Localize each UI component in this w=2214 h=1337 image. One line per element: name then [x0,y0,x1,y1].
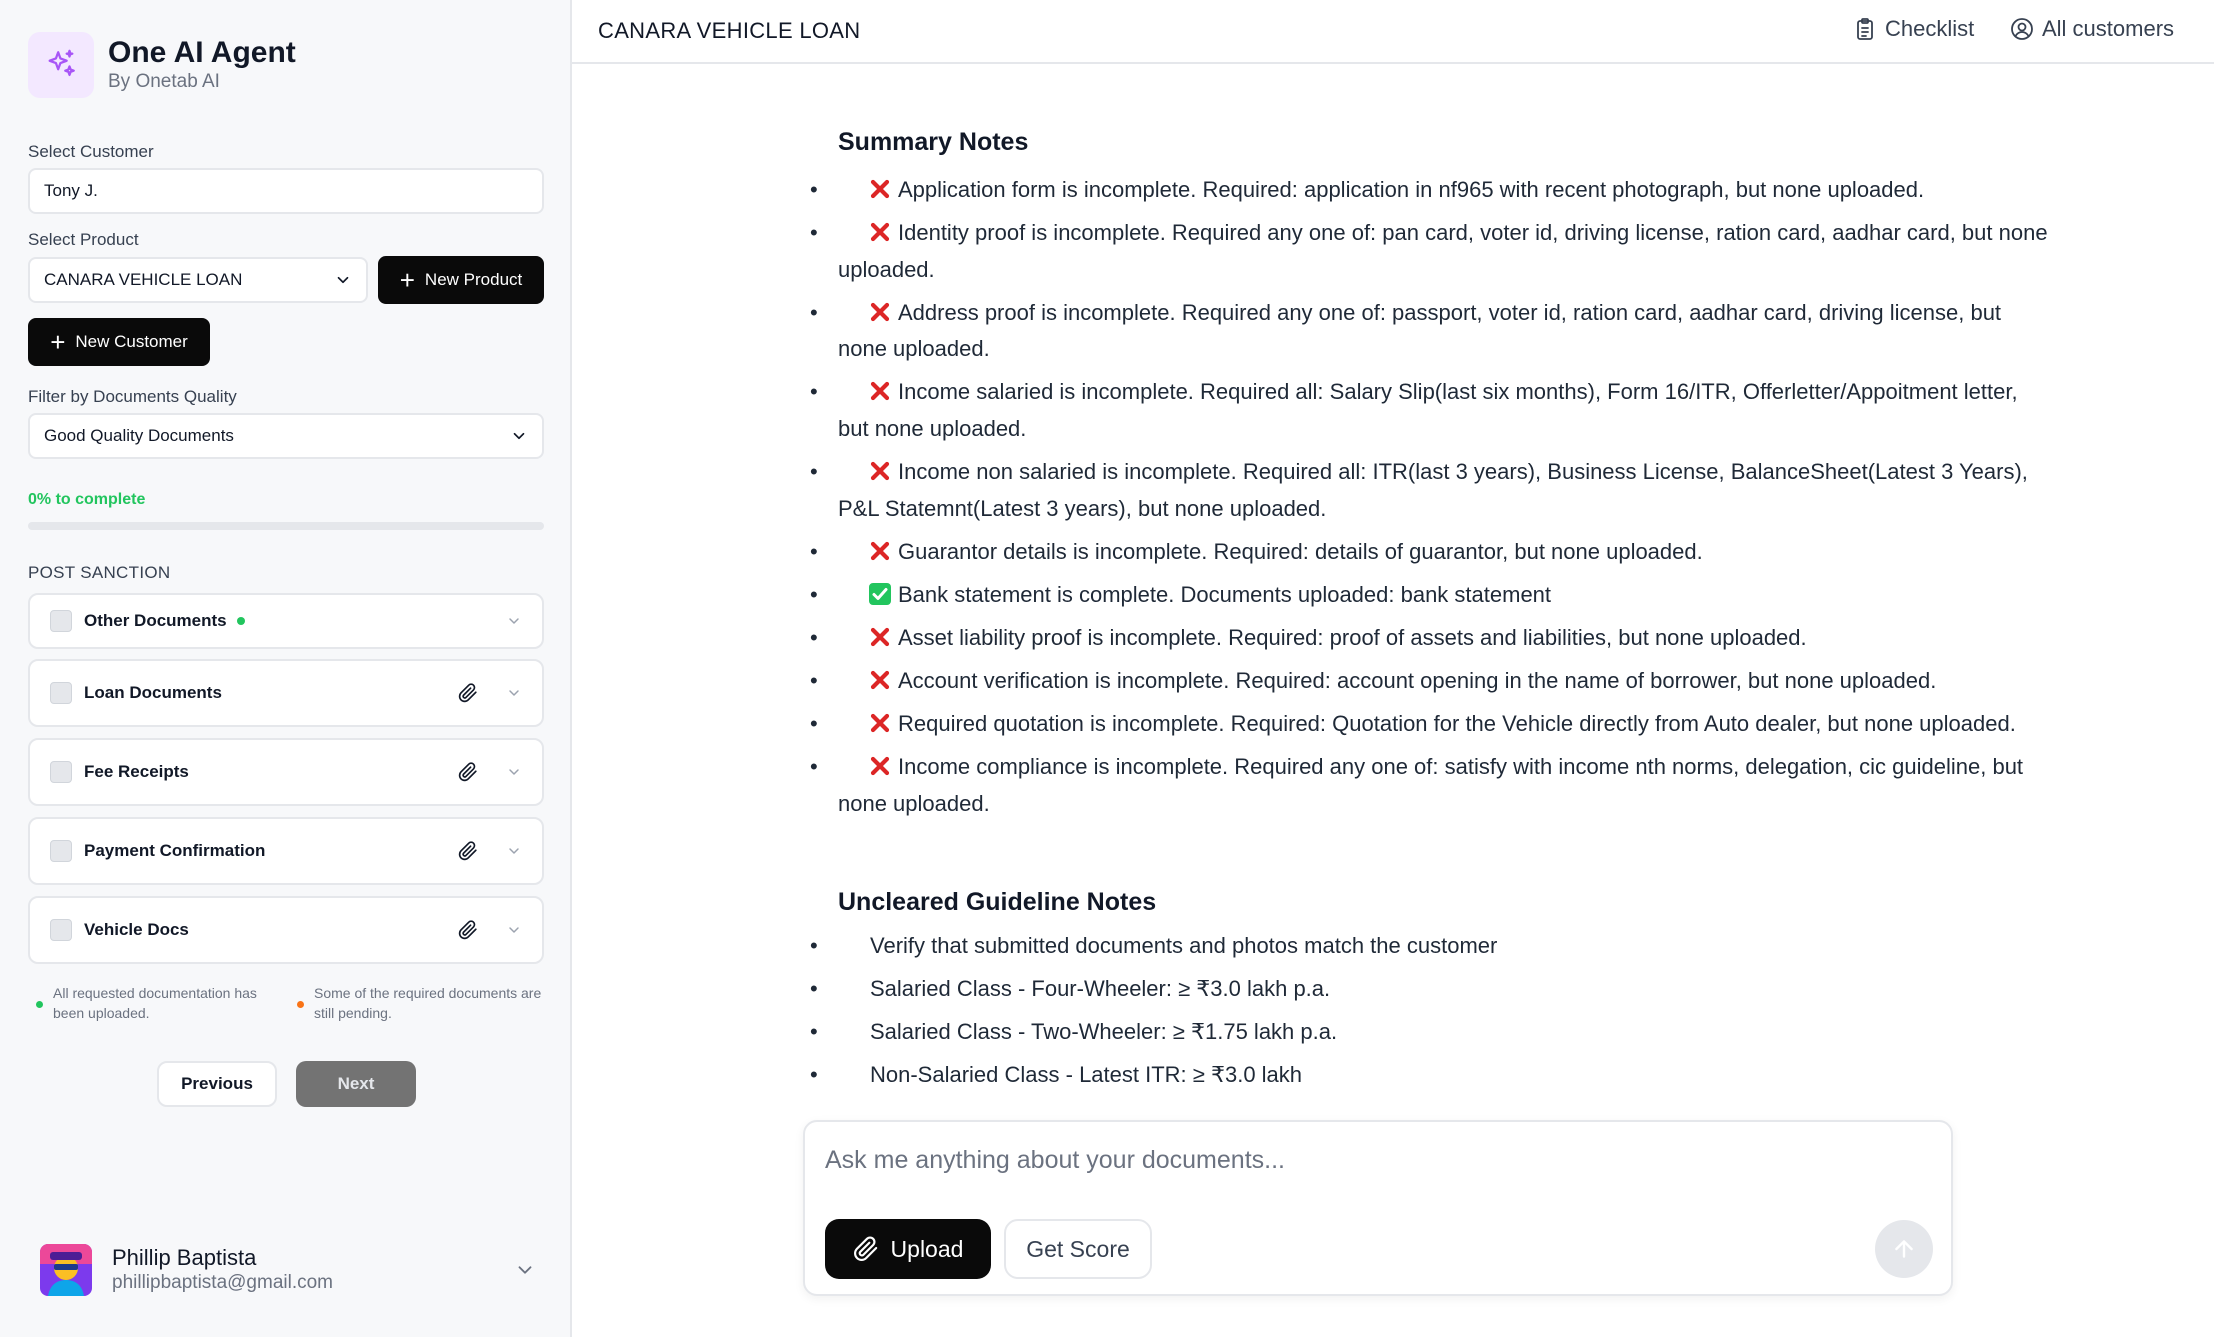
customer-input[interactable] [28,168,544,214]
legend-pending-text: Some of the required documents are still pending. [314,985,542,1021]
cross-icon [868,458,892,482]
chevron-down-icon[interactable] [506,922,522,938]
summary-note-text: Income compliance is incomplete. Required any one of: satisfy with income nth norms, delegation, cic guideline, but none uploaded. [838,754,2024,816]
sidebar [0,0,572,1337]
user-name: Phillip Baptista [112,1245,257,1270]
checkbox[interactable] [50,682,72,704]
progress-bar [28,522,544,530]
filter-value: Good Quality Documents [44,426,234,445]
next-button[interactable]: Next [296,1061,416,1107]
app-title: One AI Agent [108,36,296,69]
new-product-button[interactable] [378,256,544,304]
checklist-item-loan-documents[interactable] [28,659,544,727]
green-dot [36,1001,43,1008]
legend-complete-text: All requested documentation has been uploaded. [53,985,257,1021]
product-select[interactable] [28,257,368,303]
summary-note-text: Application form is incomplete. Required: application in nf965 with recent photograph, but none uploaded. [898,177,1925,202]
cross-icon [868,299,892,323]
summary-note-item [812,374,2052,447]
summary-note-text: Bank statement is complete. Documents uploaded: bank statement [898,581,1552,607]
checklist-item-label: Loan Documents [84,683,222,702]
summary-note-text: Identity proof is incomplete. Required any one of: pan card, voter id, driving license, ration card, aadhar card, but none uploaded. [838,220,2048,282]
guideline-note-text: Non-Salaried Class - Latest ITR: ≥ ₹3.0 lakh [870,1062,1303,1088]
chevron-down-icon [334,271,352,289]
previous-button[interactable]: Previous [157,1061,277,1107]
chevron-down-icon[interactable] [506,764,522,780]
summary-note-item [812,749,2052,822]
summary-note-item [812,215,2052,288]
checklist-item-label: Fee Receipts [84,762,189,781]
guideline-note-text: Salaried Class - Four-Wheeler: ≥ ₹3.0 lakh p.a. [870,976,1331,1002]
checklist-label: Checklist [1885,16,1975,41]
user-email: phillipbaptista@gmail.com [112,1272,333,1293]
summary-note-text: Account verification is incomplete. Required: account opening in the name of borrower, but none uploaded. [898,668,1937,694]
checkbox[interactable] [50,919,72,941]
summary-note-item [812,454,2052,527]
chevron-down-icon[interactable] [506,843,522,859]
checklist-item-payment-confirmation[interactable] [28,817,544,885]
section-label: POST SANCTION [28,563,171,582]
guideline-note-item [812,1057,2052,1094]
chevron-down-icon[interactable] [506,685,522,701]
upload-button[interactable] [825,1219,991,1279]
avatar [40,1244,92,1296]
status-dot [237,617,245,625]
checkbox[interactable] [50,610,72,632]
guideline-note-text: Verify that submitted documents and photos match the customer [870,933,1498,958]
guideline-note-item [812,1014,2052,1051]
legend-pending [297,983,547,1023]
chevron-down-icon[interactable] [514,1259,536,1281]
summary-note-item [812,663,2052,700]
summary-note-text: Income salaried is incomplete. Required all: Salary Slip(last six months), Form 16/ITR, Offerletter/Appoitment letter, but none uploaded. [838,379,2018,442]
guideline-note-item [812,928,2052,965]
all-customers-label: All customers [2042,16,2175,41]
paperclip-icon[interactable] [458,919,478,941]
all-customers-button[interactable] [2010,16,2174,42]
summary-note-item [812,172,2052,209]
upload-label: Upload [890,1235,964,1262]
product-label: Select Product [28,230,139,249]
top-bar [572,0,2214,64]
customer-label: Select Customer [28,142,154,161]
product-value: CANARA VEHICLE LOAN [44,270,243,289]
legend-complete [36,983,286,1023]
paperclip-icon [853,1236,879,1262]
arrow-up-icon [1891,1236,1917,1262]
cross-icon [868,538,892,562]
checklist-item-other-documents[interactable] [28,593,544,649]
summary-note-item [812,534,2052,571]
summary-note-item [812,577,2052,614]
cross-icon [868,667,892,691]
progress-label: 0% to complete [28,491,146,508]
cross-icon [868,710,892,734]
user-circle-icon [2010,17,2034,41]
summary-note-text: Address proof is incomplete. Required any one of: passport, voter id, ration card, aadhar card, driving license, but none uploaded. [838,299,2002,362]
orange-dot [297,1001,304,1008]
guidelines-heading: Uncleared Guideline Notes [838,888,1157,916]
checklist-item-fee-receipts[interactable] [28,738,544,806]
summary-heading: Summary Notes [838,128,1029,156]
user-profile[interactable] [40,1242,550,1298]
cross-icon [868,624,892,648]
cross-icon [868,753,892,777]
new-customer-button[interactable] [28,318,210,366]
summary-note-item [812,295,2052,368]
checklist-item-label: Payment Confirmation [84,841,266,860]
checklist-button[interactable] [1853,16,1974,42]
paperclip-icon[interactable] [458,682,478,704]
app-subtitle: By Onetab AI [108,71,220,92]
plus-icon: + [399,265,415,295]
chat-composer [803,1120,1953,1296]
quality-filter-select[interactable] [28,413,544,459]
paperclip-icon[interactable] [458,761,478,783]
chevron-down-icon[interactable] [506,613,522,629]
summary-note-text: Asset liability proof is incomplete. Required: proof of assets and liabilities, but none uploaded. [898,625,1807,651]
guideline-notes-list [812,928,2052,1100]
checklist-item-label: Vehicle Docs [84,920,189,939]
summary-notes-list [812,172,2052,829]
chat-input[interactable] [825,1142,1925,1178]
filter-label: Filter by Documents Quality [28,387,237,406]
get-score-button[interactable]: Get Score [1004,1219,1152,1279]
page-title: CANARA VEHICLE LOAN [598,18,861,43]
paperclip-icon[interactable] [458,840,478,862]
check-icon [868,581,892,605]
checkbox[interactable] [50,761,72,783]
cross-icon [868,176,892,200]
checklist-item-label: Other Documents [84,611,227,630]
send-button[interactable] [1875,1220,1933,1278]
summary-note-item [812,620,2052,657]
clipboard-icon [1853,17,1877,41]
plus-icon: + [50,327,66,357]
brand [28,32,296,98]
new-product-label: New Product [424,270,523,289]
summary-note-text: Required quotation is incomplete. Required: Quotation for the Vehicle directly from Auto dealer, but none uploaded. [898,711,2016,737]
customer-value: Tony J. [44,181,98,200]
chevron-down-icon [510,427,528,445]
guideline-note-item [812,971,2052,1008]
summary-note-text: Income non salaried is incomplete. Required all: ITR(last 3 years), Business License, BalanceSheet(Latest 3 Years), P&L Statemnt(Latest 3 years), but none uploaded. [838,459,2028,521]
sparkles-icon [28,32,94,98]
guideline-note-text: Salaried Class - Two-Wheeler: ≥ ₹1.75 lakh p.a. [870,1019,1338,1045]
summary-note-text: Guarantor details is incomplete. Required: details of guarantor, but none uploaded. [898,538,1703,564]
new-customer-label: New Customer [75,332,188,351]
cross-icon [868,378,892,402]
cross-icon [868,219,892,243]
checkbox[interactable] [50,840,72,862]
checklist-item-vehicle-docs[interactable] [28,896,544,964]
summary-note-item [812,706,2052,743]
